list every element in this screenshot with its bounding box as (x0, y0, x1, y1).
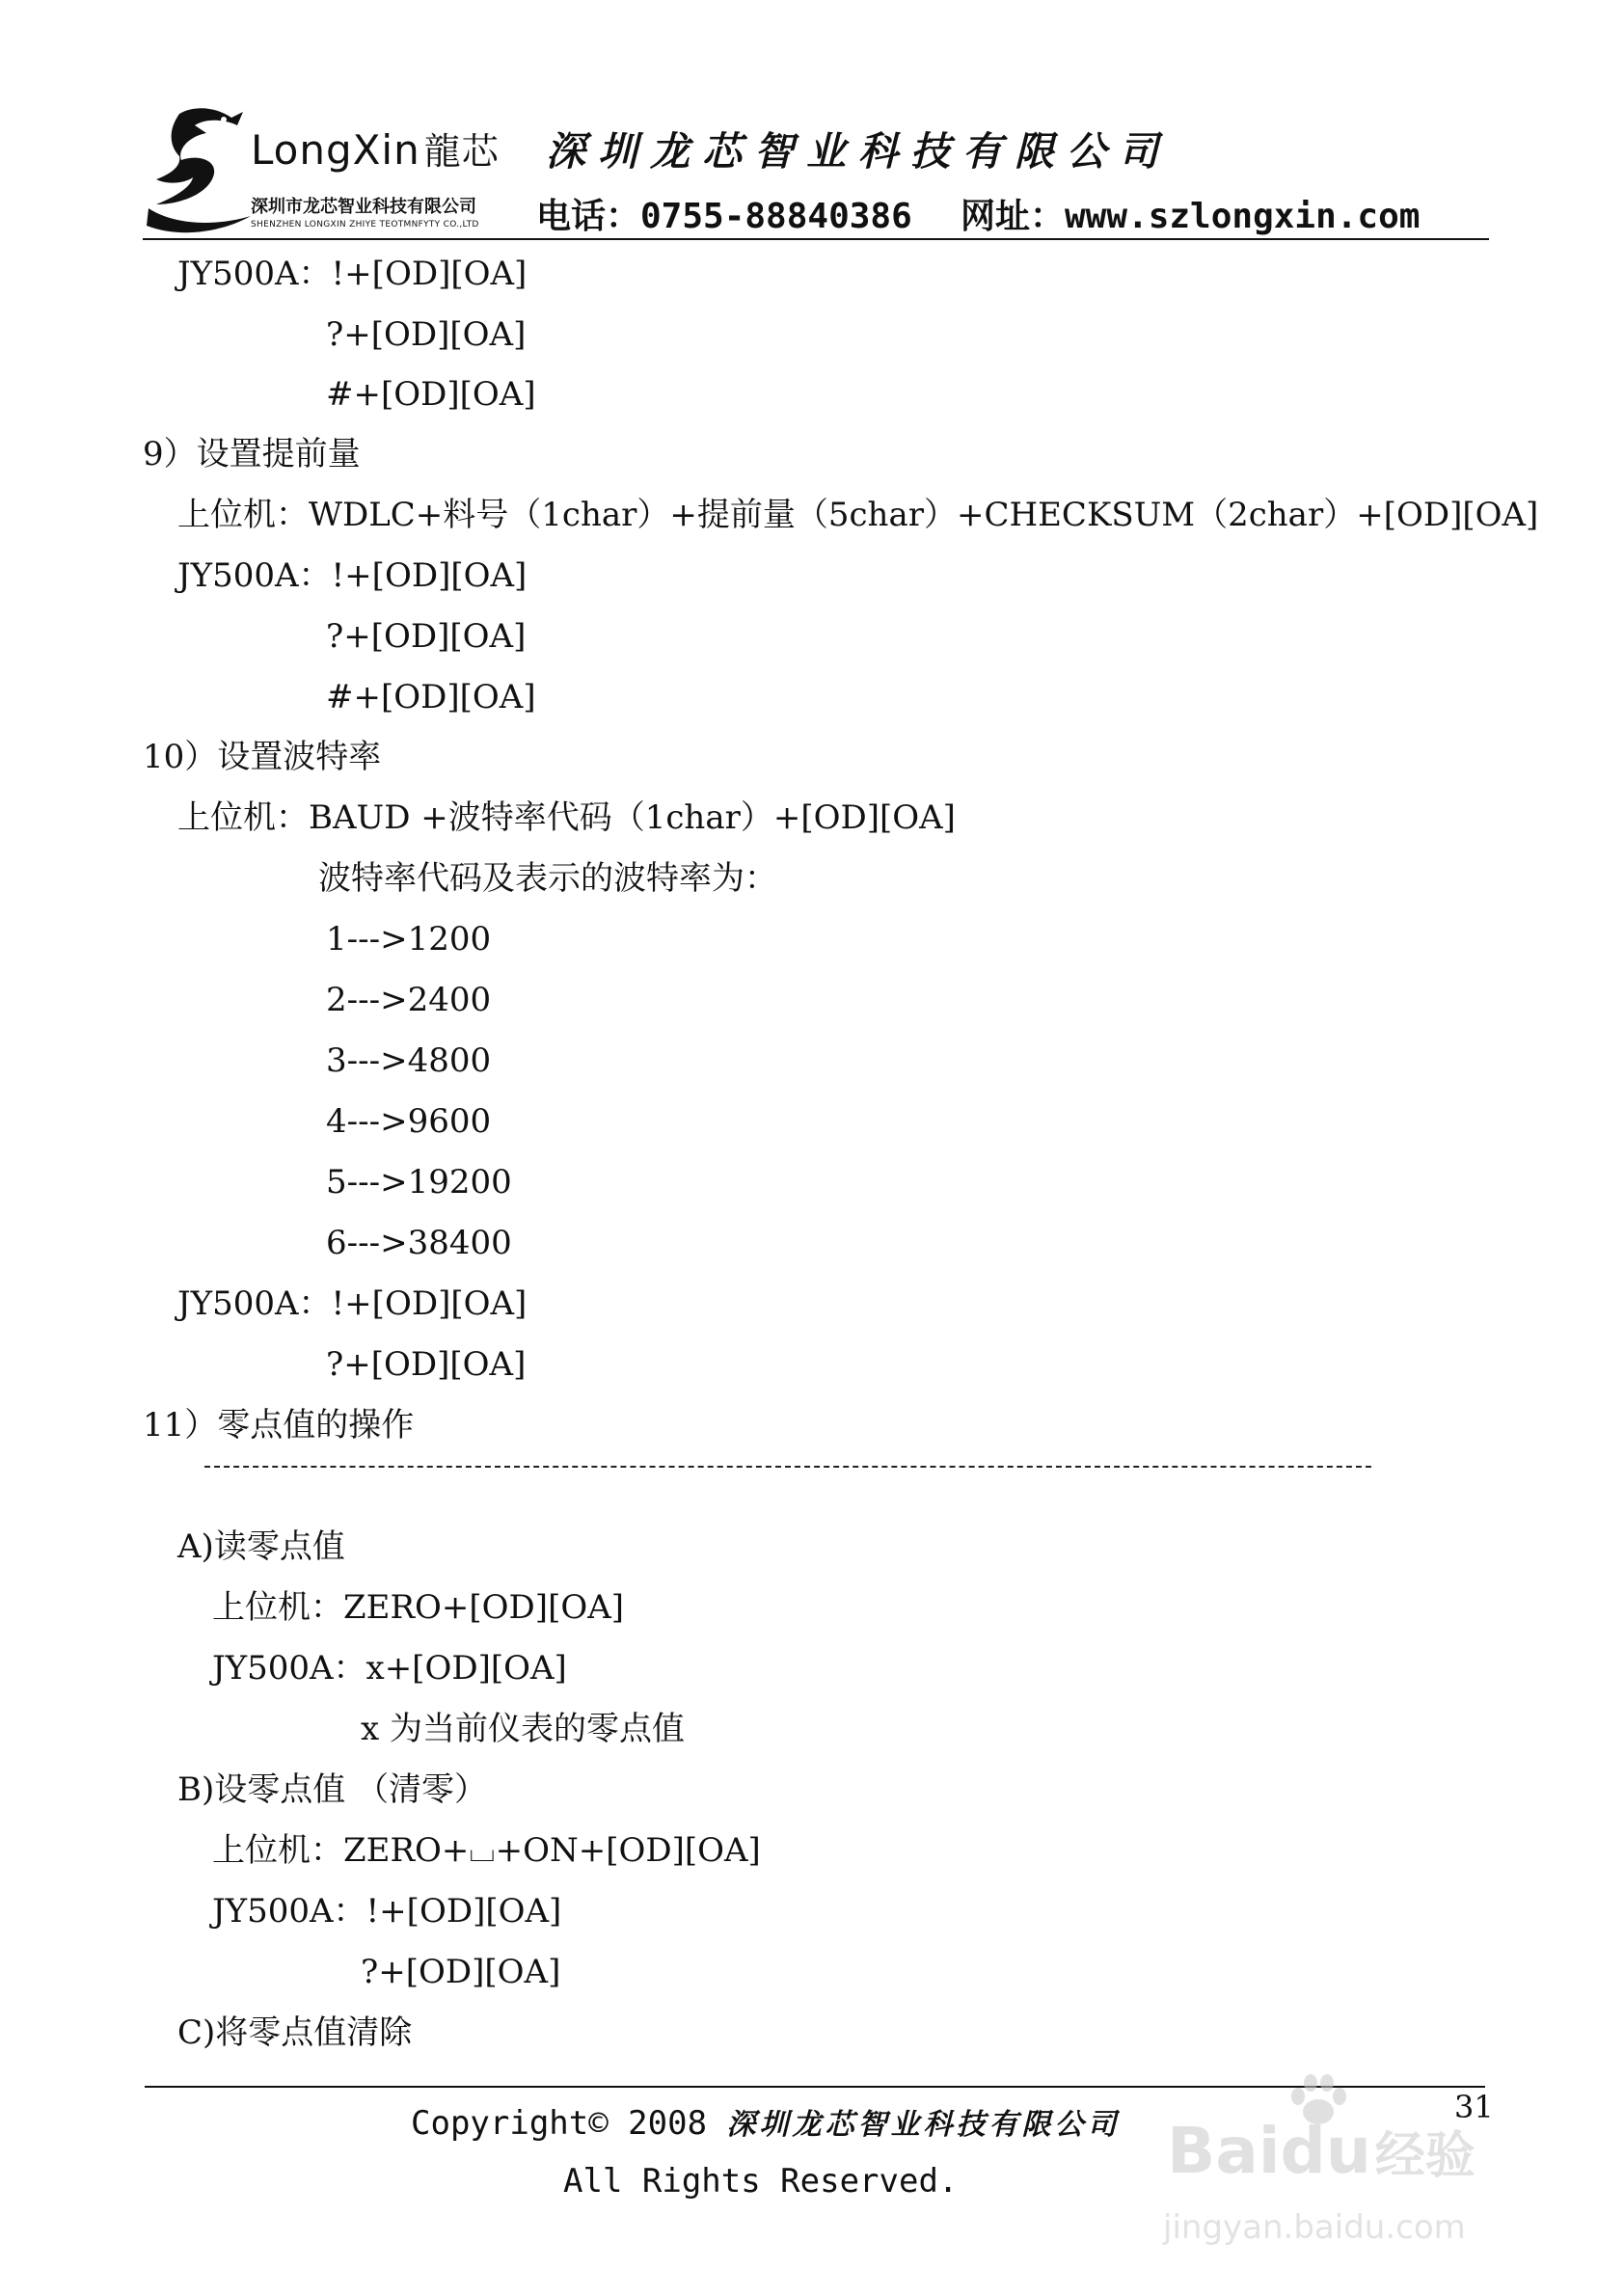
text-line: 5--->19200 (326, 1163, 512, 1202)
subsection-heading: C)将零点值清除 (177, 2013, 413, 2052)
company-logo (143, 104, 519, 249)
header-title: 深圳龙芯智业科技有限公司 (546, 128, 1171, 175)
text-line: 4--->9600 (326, 1102, 492, 1141)
page-number: 31 (1454, 2089, 1494, 2125)
text-line: ?+[OD][OA] (326, 315, 527, 354)
company-name-small: 深圳市龙芯智业科技有限公司 (251, 197, 476, 217)
text-line: JY500A：!+[OD][OA] (177, 556, 528, 595)
baidu-jingyan-watermark (1155, 2073, 1560, 2266)
section-heading: 11）零点值的操作 (143, 1406, 415, 1445)
text-line: 1--->1200 (326, 920, 492, 959)
section-heading: 9）设置提前量 (143, 435, 361, 473)
text-line: ?+[OD][OA] (361, 1953, 561, 1991)
header-contact (536, 189, 1491, 238)
copyright-text: Copyright© 2008 (411, 2104, 708, 2143)
text-line: JY500A：!+[OD][OA] (177, 1284, 528, 1323)
text-line: 3--->4800 (326, 1041, 492, 1080)
text-line: #+[OD][OA] (326, 678, 536, 716)
section-heading: 10）设置波特率 (143, 738, 382, 776)
website-address[interactable]: 网址：www.szlongxin.com (961, 197, 1421, 236)
header-divider (143, 238, 1489, 240)
text-line: 波特率代码及表示的波特率为： (318, 859, 777, 898)
text-line: #+[OD][OA] (326, 375, 536, 414)
text-line: x 为当前仪表的零点值 (361, 1710, 685, 1748)
company-name-english: SHENZHEN LONGXIN ZHIYE TEOTMNFYTY CO.,LTD (251, 220, 479, 230)
watermark-url: jingyan.baidu.com (1163, 2208, 1466, 2247)
copyright-company: 深圳龙芯智业科技有限公司 (726, 2108, 1121, 2142)
brand-name: LongXin 龍芯 (251, 126, 500, 174)
subsection-heading: A)读零点值 (177, 1527, 345, 1566)
text-line: ?+[OD][OA] (326, 617, 527, 656)
text-line: JY500A：!+[OD][OA] (177, 255, 528, 293)
text-line: 上位机：BAUD +波特率代码（1char）+[OD][OA] (177, 798, 956, 837)
text-line: 6--->38400 (326, 1224, 512, 1262)
text-line: JY500A：x+[OD][OA] (212, 1649, 567, 1688)
text-line: JY500A：!+[OD][OA] (212, 1892, 562, 1931)
text-line: ?+[OD][OA] (326, 1345, 527, 1384)
text-line: 上位机：ZERO+[OD][OA] (212, 1588, 625, 1627)
dashed-divider (204, 1466, 1371, 1468)
phone-number: 电话：0755-88840386 (536, 197, 912, 236)
text-line: 上位机：WDLC+料号（1char）+提前量（5char）+CHECKSUM（2char）+[OD][OA] (177, 496, 1539, 534)
text-line: 上位机：ZERO+⌴+ON+[OD][OA] (212, 1831, 761, 1870)
watermark-brand: Baidu经验 (1167, 2114, 1475, 2188)
dragon-logo-icon (143, 104, 254, 239)
subsection-heading: B)设零点值 （清零） (177, 1770, 488, 1809)
text-line: 2--->2400 (326, 981, 492, 1019)
rights-reserved: All Rights Reserved. (563, 2162, 959, 2201)
copyright-line (411, 2100, 1121, 2143)
